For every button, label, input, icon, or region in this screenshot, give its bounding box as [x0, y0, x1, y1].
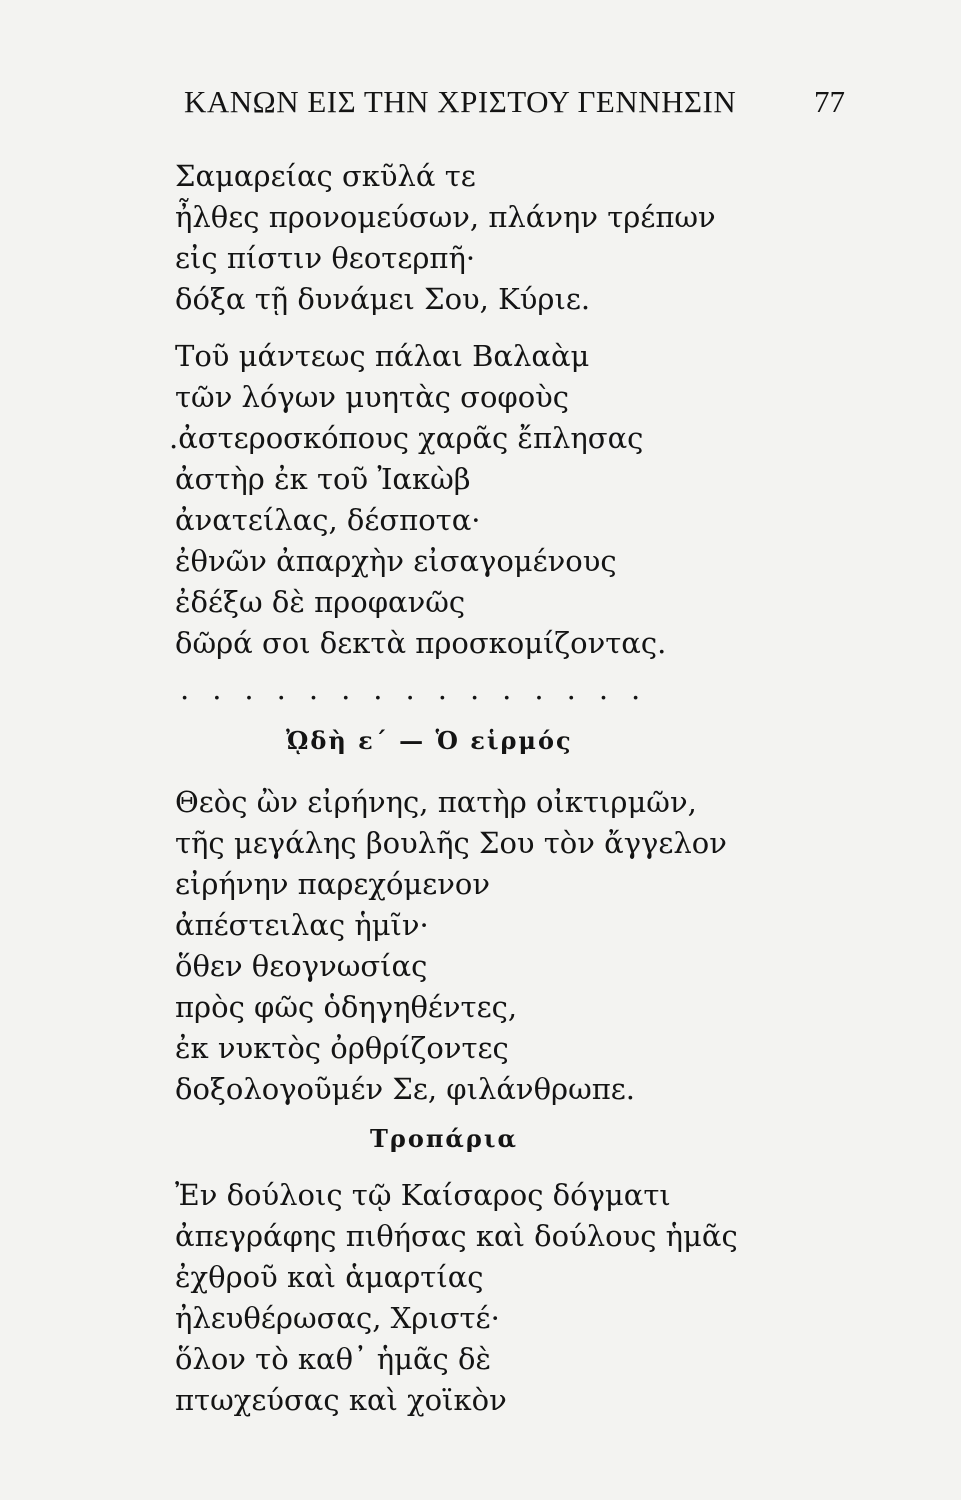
- verse-line: ἐκ νυκτὸς ὀρθρίζοντες: [175, 1031, 509, 1065]
- verse-line: Τοῦ μάντεως πάλαι Βαλαὰμ: [175, 339, 590, 373]
- running-head: ΚΑΝΩΝ ΕΙΣ ΤΗΝ ΧΡΙΣΤΟΥ ΓΕΝΝΗΣΙΝ: [184, 84, 737, 119]
- verse-line: ἐθνῶν ἀπαρχὴν εἰσαγομένους: [175, 544, 617, 578]
- verse-line: ἐχθροῦ καὶ ἁμαρτίας: [175, 1260, 484, 1294]
- verse-line: ἀνατείλας, δέσποτα·: [175, 503, 481, 537]
- verse-line: πτωχεύσας καὶ χοϊκὸν: [175, 1383, 507, 1417]
- verse-line: πρὸς φῶς ὁδηγηθέντες,: [175, 990, 518, 1024]
- verse-line: εἰρήνην παρεχόμενον: [175, 867, 491, 901]
- verse-line: .ἀστεροσκόπους χαρᾶς ἔπλησας: [169, 421, 644, 455]
- verse-line: δοξολογοῦμέν Σε, φιλάνθρωπε.: [175, 1072, 636, 1106]
- verse-line: δῶρά σοι δεκτὰ προσκομίζοντας.: [175, 626, 667, 660]
- verse-line: Σαμαρείας σκῦλά τε: [175, 159, 476, 193]
- troparia-stanza: [175, 1175, 738, 1421]
- verse-line: ἀστὴρ ἐκ τοῦ Ἰακὼβ: [175, 462, 471, 496]
- verse-line: Ἐν δούλοις τῷ Καίσαρος δόγματι: [175, 1178, 671, 1212]
- verse-line: ἐδέξω δὲ προφανῶς: [175, 585, 466, 619]
- stanza-balaam: [169, 336, 667, 664]
- ode-heading: ᾨδὴ ε΄ — Ὁ εἱρμός: [286, 726, 573, 755]
- verse-line: τῶν λόγων μυητὰς σοφοὺς: [175, 380, 570, 414]
- verse-line: ἠλευθέρωσας, Χριστέ·: [175, 1301, 500, 1335]
- verse-line: δόξα τῇ δυνάμει Σου, Κύριε.: [175, 282, 591, 316]
- troparia-heading: Τροπάρια: [370, 1124, 518, 1153]
- ode-stanza: [175, 782, 727, 1110]
- verse-line: ἀπέστειλας ἡμῖν·: [175, 908, 429, 942]
- verse-line: Θεὸς ὢν εἰρήνης, πατὴρ οἰκτιρμῶν,: [175, 785, 697, 819]
- verse-line: ἦλθες προνομεύσων, πλάνην τρέπων: [175, 200, 716, 234]
- verse-line: τῆς μεγάλης βουλῆς Σου τὸν ἄγγελον: [175, 826, 727, 860]
- omission-dots: ...............: [180, 672, 664, 706]
- verse-line: ἀπεγράφης πιθήσας καὶ δούλους ἡμᾶς: [175, 1219, 738, 1253]
- verse-line: ὅθεν θεογνωσίας: [175, 949, 428, 983]
- verse-line: εἰς πίστιν θεοτερπῆ·: [175, 241, 476, 275]
- page-header: [0, 84, 961, 124]
- verse-line: ὅλον τὸ καθ᾽ ἡμᾶς δὲ: [175, 1342, 492, 1376]
- stanza-samaria: [175, 156, 716, 320]
- page-number: 77: [814, 84, 845, 119]
